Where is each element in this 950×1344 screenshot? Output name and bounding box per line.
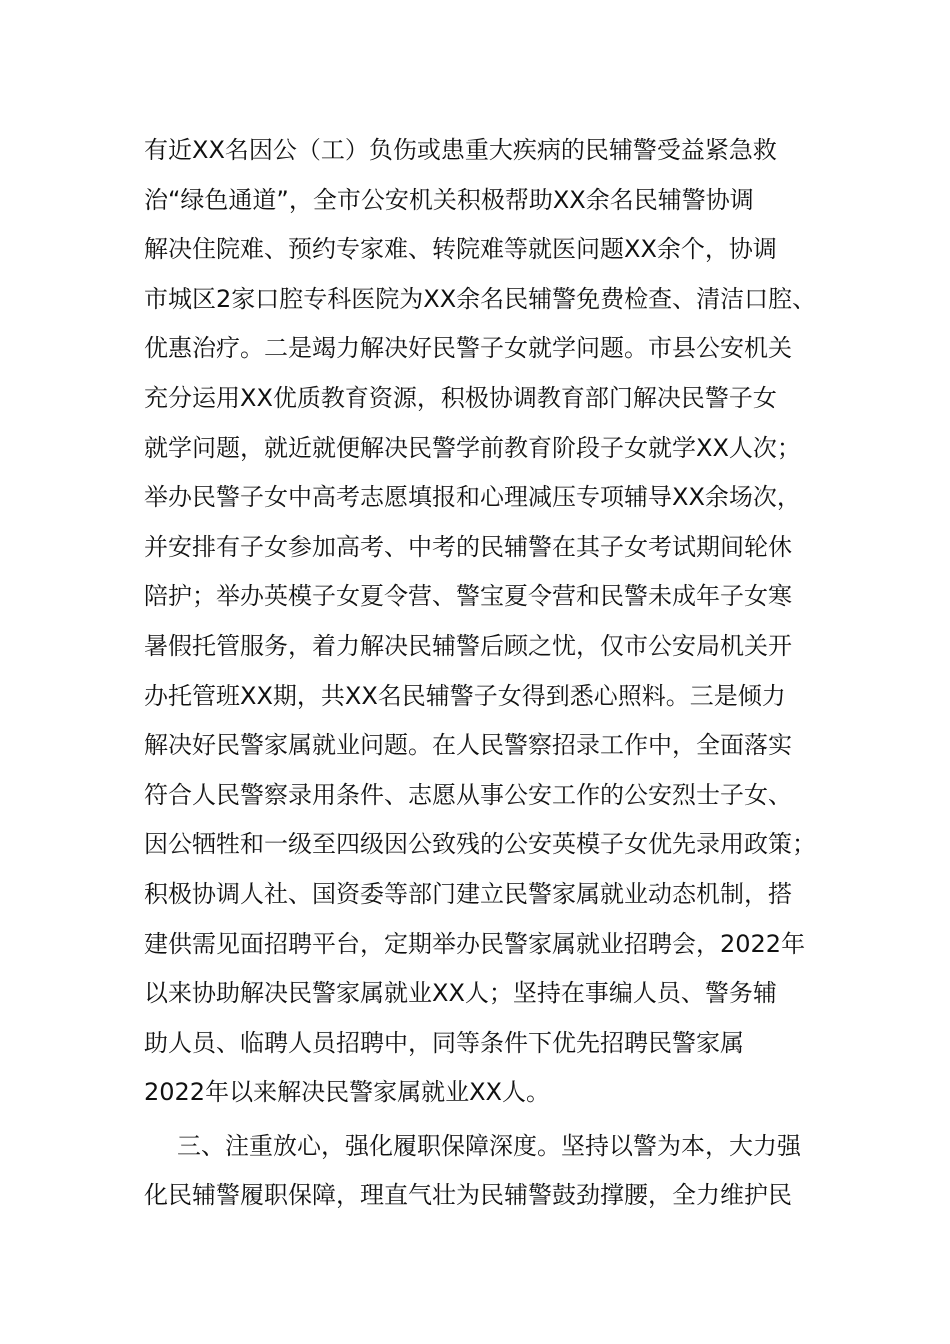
- paragraph-2: [144, 1122, 834, 1221]
- text-line: 办托管班XX期，共XX名民辅警子女得到悉心照料。三是倾力: [144, 681, 786, 710]
- text-line: 暑假托管服务，着力解决民辅警后顾之忧，仅市公安局机关开: [144, 631, 792, 660]
- text-line: 助人员、临聘人员招聘中，同等条件下优先招聘民警家属: [144, 1028, 744, 1057]
- text-line: 因公牺牲和一级至四级因公致残的公安英模子女优先录用政策；: [144, 830, 816, 859]
- document-body: [144, 126, 834, 1221]
- text-line: 积极协调人社、国资委等部门建立民警家属就业动态机制，搭: [144, 879, 792, 908]
- text-line: 三、注重放心，强化履职保障深度。坚持以警为本，大力强: [177, 1131, 801, 1160]
- paragraph-1: [144, 126, 834, 1118]
- text-line: 充分运用XX优质教育资源，积极协调教育部门解决民警子女: [144, 383, 777, 412]
- text-line: 市城区2家口腔专科医院为XX余名民辅警免费检查、清洁口腔、: [144, 284, 817, 313]
- text-line: 以来协助解决民警家属就业XX人；坚持在事编人员、警务辅: [144, 979, 777, 1008]
- text-line: 建供需见面招聘平台，定期举办民警家属就业招聘会，2022年: [144, 929, 806, 958]
- text-line: 解决好民警家属就业问题。在人民警察招录工作中，全面落实: [144, 731, 792, 760]
- text-line: 就学问题，就近就便解决民警学前教育阶段子女就学XX人次；: [144, 433, 801, 462]
- text-line: 举办民警子女中高考志愿填报和心理减压专项辅导XX余场次，: [144, 483, 801, 512]
- text-line: 化民辅警履职保障，理直气壮为民辅警鼓劲撑腰，全力维护民: [144, 1181, 792, 1210]
- text-line: 优惠治疗。二是竭力解决好民警子女就学问题。市县公安机关: [144, 334, 792, 363]
- text-line: 解决住院难、预约专家难、转院难等就医问题XX余个，协调: [144, 235, 777, 264]
- text-line: 有近XX名因公（工）负伤或患重大疾病的民辅警受益紧急救: [144, 136, 777, 164]
- text-line: 并安排有子女参加高考、中考的民辅警在其子女考试期间轮休: [144, 532, 792, 561]
- text-line: 治“绿色通道”，全市公安机关积极帮助XX余名民辅警协调: [144, 185, 754, 214]
- text-line: 陪护；举办英模子女夏令营、警宝夏令营和民警未成年子女寒: [144, 582, 792, 611]
- text-line: 符合人民警察录用条件、志愿从事公安工作的公安烈士子女、: [144, 780, 792, 809]
- text-line: 2022年以来解决民警家属就业XX人。: [144, 1078, 550, 1107]
